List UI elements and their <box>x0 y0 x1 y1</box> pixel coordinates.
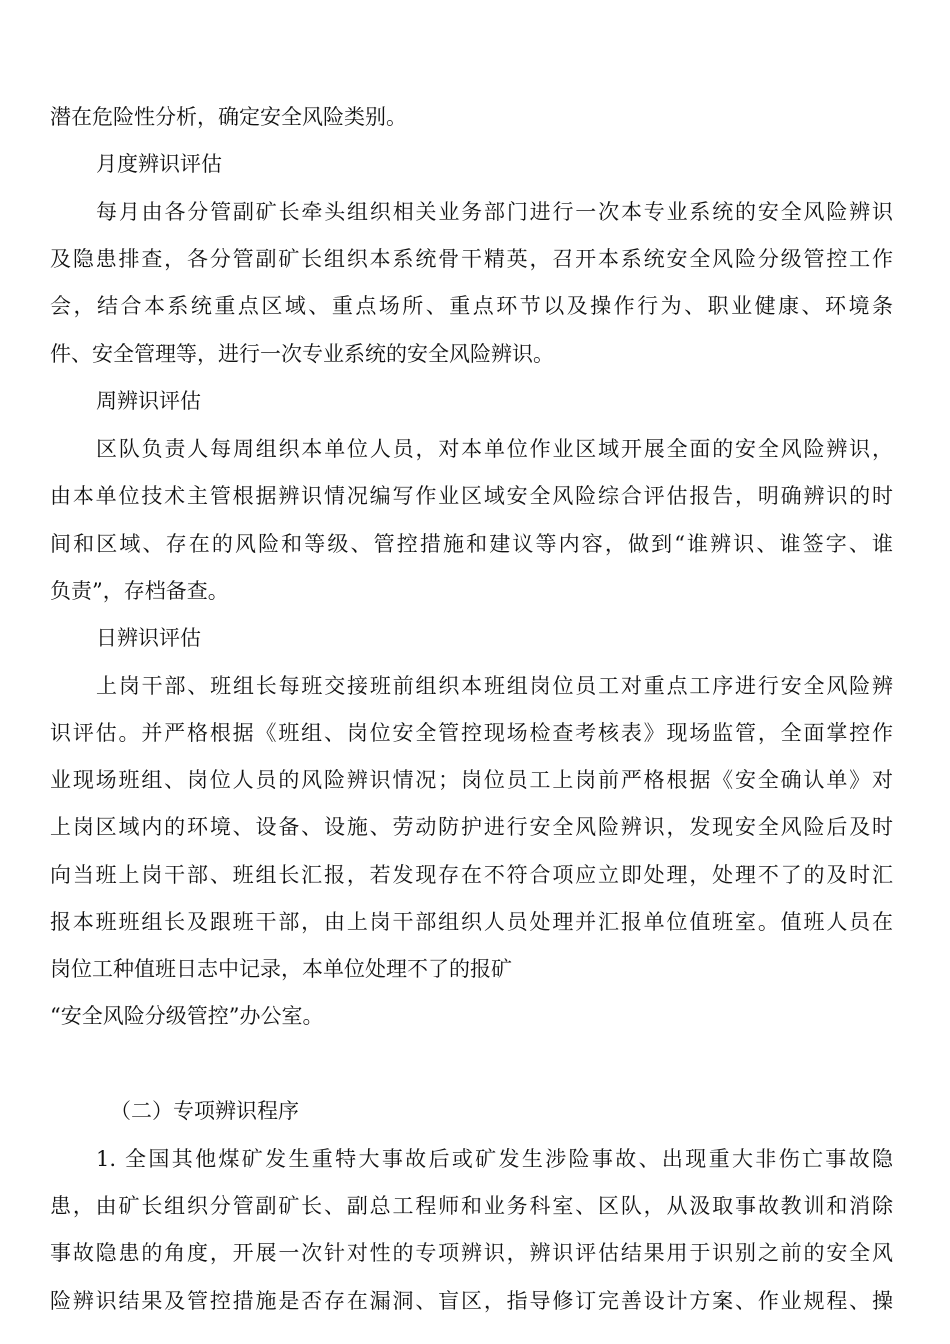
paragraph-line: 向当班上岗干部、班组长汇报，若发现存在不符合项应立即处理，处理不了的及时汇 <box>50 863 893 887</box>
paragraph-line: 上岗区域内的环境、设备、设施、劳动防护进行安全风险辨识，发现安全风险后及时 <box>50 815 893 839</box>
paragraph-line: 潜在危险性分析，确定安全风险类别。 <box>50 105 407 129</box>
paragraph-line: 报本班班组长及跟班干部，由上岗干部组织人员处理并汇报单位值班室。值班人员在 <box>50 910 893 934</box>
paragraph-line: 上岗干部、班组长每班交接班前组织本班组岗位员工对重点工序进行安全风险辨 <box>96 674 893 698</box>
paragraph-line: 识评估。并严格根据《班组、岗位安全管控现场检查考核表》现场监管，全面掌控作 <box>50 721 893 745</box>
paragraph-line: 险辨识结果及管控措施是否存在漏洞、盲区，指导修订完善设计方案、作业规程、操 <box>50 1289 893 1313</box>
paragraph-line: 会，结合本系统重点区域、重点场所、重点环节以及操作行为、职业健康、环境条 <box>50 294 893 318</box>
section-heading-special: （二）专项辨识程序 <box>110 1099 299 1123</box>
paragraph-line: 每月由各分管副矿长牵头组织相关业务部门进行一次本专业系统的安全风险辨识 <box>96 200 893 224</box>
section-heading-weekly: 周辨识评估 <box>96 389 201 413</box>
paragraph-line: 岗位工种值班日志中记录，本单位处理不了的报矿 <box>50 957 512 981</box>
paragraph-line: 区队负责人每周组织本单位人员，对本单位作业区域开展全面的安全风险辨识， <box>96 437 893 461</box>
paragraph-line: 1. 全国其他煤矿发生重特大事故后或矿发生涉险事故、出现重大非伤亡事故隐 <box>96 1147 893 1171</box>
paragraph-line: 由本单位技术主管根据辨识情况编写作业区域安全风险综合评估报告，明确辨识的时 <box>50 484 893 508</box>
paragraph-line: 间和区域、存在的风险和等级、管控措施和建议等内容，做到“谁辨识、谁签字、谁 <box>50 532 893 556</box>
section-heading-monthly: 月度辨识评估 <box>96 152 222 176</box>
paragraph-line: 件、安全管理等，进行一次专业系统的安全风险辨识。 <box>50 342 554 366</box>
paragraph-line: “安全风险分级管控”办公室。 <box>50 1004 324 1028</box>
paragraph-line: 患，由矿长组织分管副矿长、副总工程师和业务科室、区队，从汲取事故教训和消除 <box>50 1194 893 1218</box>
paragraph-line: 事故隐患的角度，开展一次针对性的专项辨识，辨识评估结果用于识别之前的安全风 <box>50 1241 893 1265</box>
section-heading-daily: 日辨识评估 <box>96 626 201 650</box>
paragraph-line: 业现场班组、岗位人员的风险辨识情况；岗位员工上岗前严格根据《安全确认单》对 <box>50 768 893 792</box>
paragraph-line: 负责”，存档备查。 <box>50 579 229 603</box>
paragraph-line: 及隐患排查，各分管副矿长组织本系统骨干精英，召开本系统安全风险分级管控工作 <box>50 247 893 271</box>
